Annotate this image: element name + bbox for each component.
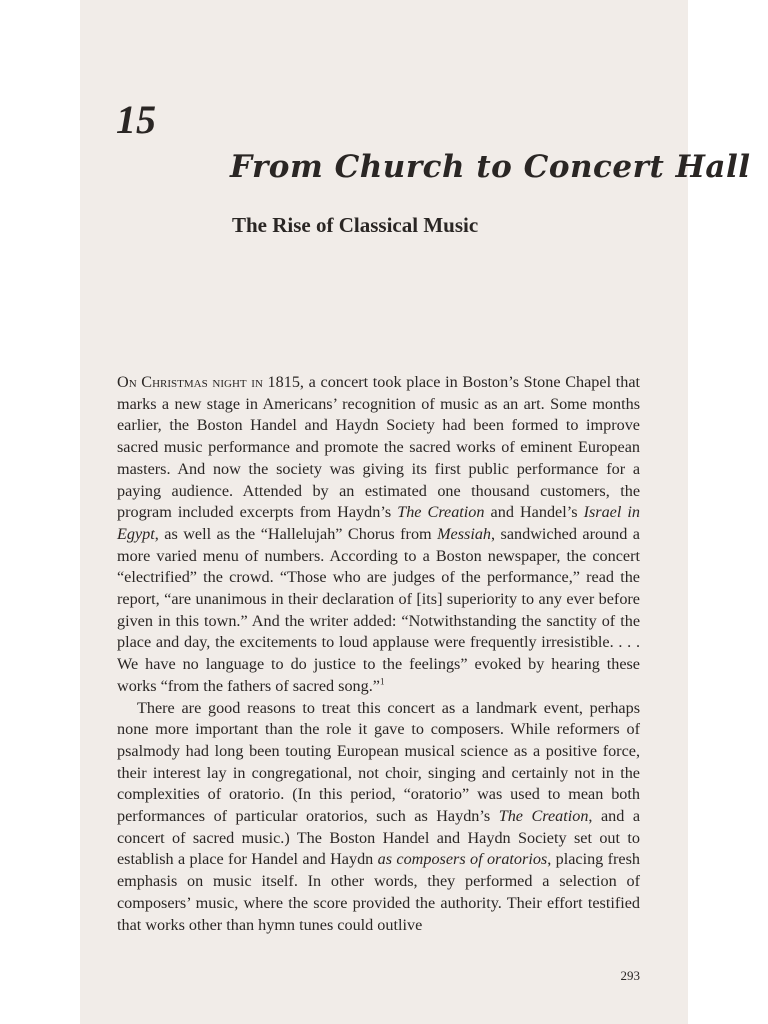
body-text <box>117 372 640 936</box>
chapter-number: 15 <box>116 97 156 142</box>
paragraph-2 <box>117 698 640 937</box>
chapter-title: From Church to Concert Hall <box>230 149 751 185</box>
footnote-marker: 1 <box>379 676 385 687</box>
paragraph-text: , as well as the “Hallelujah” Chorus from <box>154 524 438 543</box>
paragraph-text: a concert took place in Boston’s Stone Chapel that marks a new stage in Americans’ recognition of music as an art. Some months earlier, the Boston Handel and Haydn Society had been formed to improve sacred music performance and promote the sacred works of eminent European masters. And now the society was giving its first public performance for a paying audience. Attended by an estimated one thousand customers, the program included excerpts from Haydn’s <box>117 373 641 522</box>
paragraph-text: There are good reasons to treat this concert as a landmark event, perhaps none more important than the role it gave to composers. While reformers of psalmody had long been touting European musical science as a positive force, their interest lay in congregational, not choir, singing and certainly not in the complexities of oratorio. (In this period, “oratorio” was used to mean both performances of particular oratorios, such as Haydn’s <box>117 698 640 826</box>
emphasis-text: as composers of oratorios <box>377 850 548 869</box>
chapter-subtitle: The Rise of Classical Music <box>232 213 479 237</box>
work-title: Messiah <box>437 524 492 543</box>
work-title: The Creation <box>498 807 589 826</box>
page-number: 293 <box>620 968 640 983</box>
paragraph-text: , placing fresh emphasis on music itself. In other words, they performed a selection of composers’ music, where the score provided the authority. Their effort testified that works other than hymn tunes could outlive <box>117 850 640 934</box>
paragraph-lead-in: On Christmas night in 1815, <box>117 373 304 391</box>
paragraph-text: , and a concert of sacred music.) The Boston Handel and Haydn Society set out to establish a place for Handel and Haydn <box>117 807 640 869</box>
work-title: The Creation <box>397 503 485 522</box>
paragraph-1 <box>117 372 640 698</box>
work-title: Israel in Egypt <box>117 503 640 543</box>
book-page <box>80 0 751 1024</box>
paragraph-text: and Handel’s <box>484 503 584 522</box>
paragraph-text: , sandwiched around a more varied menu of numbers. According to a Boston newspaper, the concert “electrified” the crowd. “Those who are judges of the performance,” read the report, “are unanimous in their declaration of [its] superiority to any ever before given in this town.” And the writer added: “Notwithstanding the sanctity of the place and day, the excitements to loud applause were frequently irresistible. . . . We have no language to do justice to the feelings” evoked by hearing these works “from the fathers of sacred song.” <box>117 524 640 695</box>
